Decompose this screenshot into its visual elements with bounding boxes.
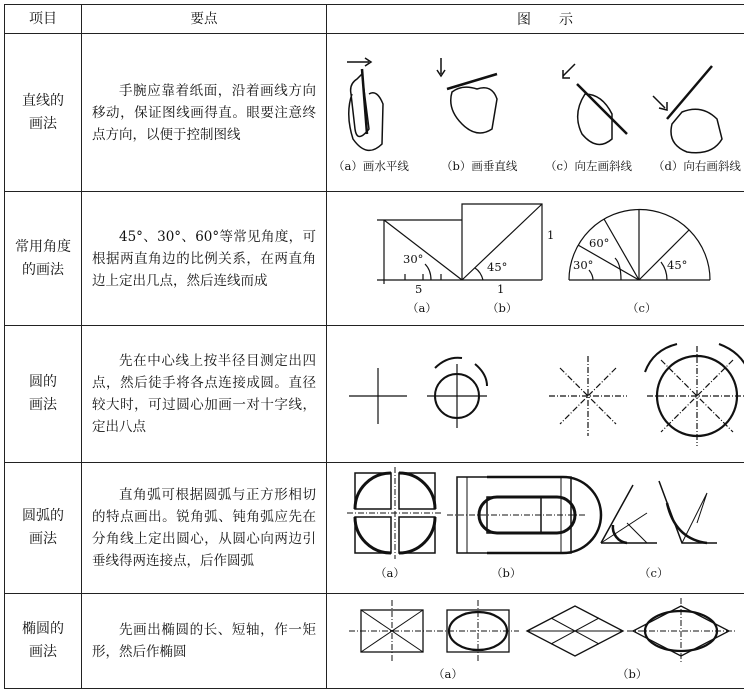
item-cell xyxy=(5,34,82,192)
item-line-2: 的画法 xyxy=(22,261,64,278)
hand-left-slant-icon xyxy=(563,64,627,144)
points-text: 先在中心线上按半径目测定出四点，然后徒手将各点连接成圆。直径较大时，可过圆心加画一对十字线，定出八点 xyxy=(92,353,316,435)
figure-cell xyxy=(327,594,744,689)
points-cell xyxy=(82,34,327,192)
item-cell xyxy=(5,326,82,463)
points-cell xyxy=(82,594,327,689)
caption-b: （b） xyxy=(487,301,518,315)
row-circles xyxy=(5,326,744,463)
hand-right-slant-icon xyxy=(653,66,722,153)
caption-a: （a） xyxy=(375,566,405,580)
row-ellipses xyxy=(5,594,744,689)
figure-cell xyxy=(327,192,744,326)
caption-b: （b） xyxy=(617,667,648,681)
caption-d: （d）向右画斜线 xyxy=(653,159,741,173)
caption-a: （a）画水平线 xyxy=(333,159,409,173)
hand-horizontal-icon xyxy=(347,58,383,150)
label-30-c: 30° xyxy=(573,258,594,272)
row-angles xyxy=(5,192,744,326)
points-text: 直角弧可根据圆弧与正方形相切的特点画出。锐角弧、钝角弧应先在分角线上定出圆心，从圆心向两边引垂线得两连接点，后作圆弧 xyxy=(92,487,316,569)
figure-cell xyxy=(327,34,744,192)
figure-circles xyxy=(327,326,744,462)
header-item: 项目 xyxy=(5,5,82,34)
dim-1-vertical: 1 xyxy=(547,228,555,242)
points-cell xyxy=(82,326,327,463)
figure-cell xyxy=(327,326,744,463)
item-line-2: 画法 xyxy=(29,644,57,660)
hand-vertical-icon xyxy=(437,58,497,133)
item-line-1: 圆的 xyxy=(29,374,57,390)
item-line-1: 圆弧的 xyxy=(22,508,64,524)
points-text: 手腕应靠着纸面，沿着画线方向移动，保证图线画得直。眼要注意终点方向，以便于控制图线 xyxy=(92,82,316,143)
ellipse-diagrams xyxy=(327,594,744,688)
caption-c: （c） xyxy=(639,566,669,580)
item-cell xyxy=(5,463,82,594)
figure-ellipses xyxy=(327,594,744,688)
drawing-methods-table xyxy=(4,4,744,689)
dim-1: 1 xyxy=(497,282,505,296)
figure-angles xyxy=(327,192,744,325)
caption-a: （a） xyxy=(407,301,437,315)
points-text: 先画出椭圆的长、短轴，作一矩形，然后作椭圆 xyxy=(92,622,316,660)
label-60-c: 60° xyxy=(589,236,610,250)
caption-b: （b）画垂直线 xyxy=(441,159,518,173)
dim-5: 5 xyxy=(415,282,423,296)
figure-arcs xyxy=(327,463,744,593)
row-straight-line xyxy=(5,34,744,192)
points-cell xyxy=(82,192,327,326)
figure-hands xyxy=(327,34,744,191)
caption-a: （a） xyxy=(433,667,463,681)
item-line-2: 画法 xyxy=(29,531,57,547)
caption-b: （b） xyxy=(491,566,522,580)
item-line-1: 椭圆的 xyxy=(22,621,64,637)
item-line-1: 常用角度 xyxy=(15,238,71,255)
item-cell xyxy=(5,192,82,326)
caption-c: （c） xyxy=(627,301,657,315)
item-line-2: 画法 xyxy=(29,397,57,413)
item-cell xyxy=(5,594,82,689)
item-line-1: 直线的 xyxy=(22,92,64,109)
points-text: 45°、30°、60°等常见角度，可根据两直角边的比例关系，在两直角边上定出几点，然后连线而成 xyxy=(92,228,316,289)
header-row xyxy=(5,5,744,34)
points-cell xyxy=(82,463,327,594)
figure-cell xyxy=(327,463,744,594)
item-line-2: 画法 xyxy=(29,115,57,132)
row-arcs xyxy=(5,463,744,594)
label-30-a: 30° xyxy=(403,252,424,266)
caption-c: （c）向左画斜线 xyxy=(545,159,632,173)
label-45-b: 45° xyxy=(487,260,508,274)
label-45-c: 45° xyxy=(667,258,688,272)
header-points: 要点 xyxy=(82,5,327,34)
circle-diagrams xyxy=(327,326,744,462)
header-figure: 图 示 xyxy=(327,5,744,34)
